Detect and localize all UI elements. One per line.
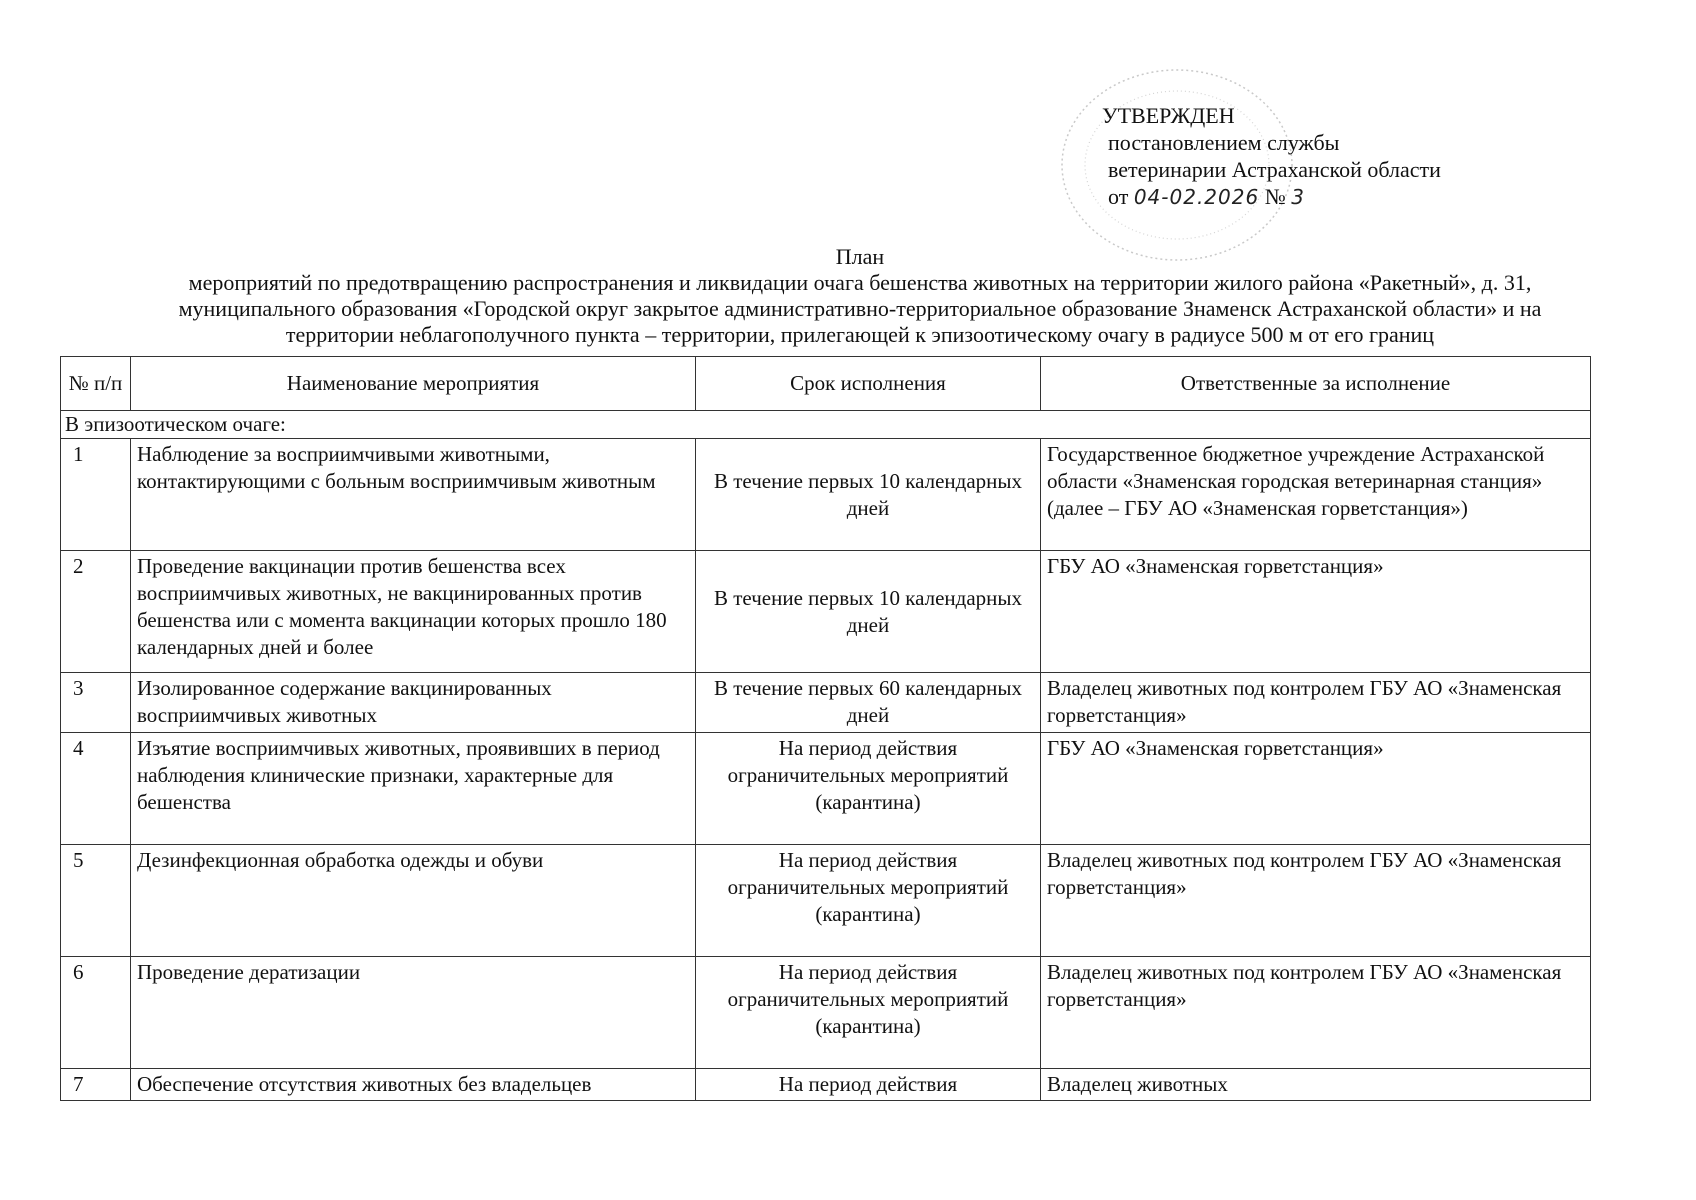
row-name: Наблюдение за восприимчивыми животными, контактирующими с больным восприимчивым животным [131,439,696,551]
approval-line-2: ветеринарии Астраханской области [1108,157,1441,182]
title-subtitle-2: муниципального образования «Городской округ закрытое административно-территориальное образование Знаменск Астраханской области» и на [178,296,1542,321]
title-subtitle-3: территории неблагополучного пункта – территории, прилегающей к эпизоотическому очагу в радиусе 500 м от его границ [285,322,1435,347]
table-row [61,957,1591,1069]
row-term: На период действия ограничительных мероприятий (карантина) [696,845,1041,957]
row-name: Изолированное содержание вакцинированных восприимчивых животных [131,673,696,733]
table-row [61,551,1591,673]
row-responsible: Владелец животных под контролем ГБУ АО «Знаменская горветстанция» [1041,845,1591,957]
number-prefix: № [1264,184,1286,209]
row-responsible: ГБУ АО «Знаменская горветстанция» [1041,551,1591,673]
approval-block [1100,102,1520,211]
row-term: На период действия ограничительных мероприятий (карантина) [696,733,1041,845]
row-num: 2 [61,551,131,673]
measures-table [60,356,1591,1101]
header-responsible: Ответственные за исполнение [1041,357,1591,411]
table-row [61,1069,1591,1101]
row-term: В течение первых 10 календарных дней [696,551,1041,673]
table-row [61,439,1591,551]
table-row [61,733,1591,845]
row-num: 4 [61,733,131,845]
row-num: 3 [61,673,131,733]
row-responsible: Государственное бюджетное учреждение Астраханской области «Знаменская городская ветеринарная станция» (далее – ГБУ АО «Знаменская горветстанция») [1041,439,1591,551]
row-num: 6 [61,957,131,1069]
row-term: В течение первых 10 календарных дней [696,439,1041,551]
row-num: 1 [61,439,131,551]
approval-heading: УТВЕРЖДЕН [1102,103,1235,128]
approval-date-line [1108,183,1520,211]
title-main: План [835,244,885,269]
row-responsible: Владелец животных под контролем ГБУ АО «Знаменская горветстанция» [1041,673,1591,733]
row-name: Обеспечение отсутствия животных без владельцев [131,1069,696,1101]
table-row [61,673,1591,733]
row-responsible: Владелец животных [1041,1069,1591,1101]
row-term: На период действия [696,1069,1041,1101]
row-term: В течение первых 60 календарных дней [696,673,1041,733]
table-header-row [61,357,1591,411]
approval-date: 04-02.2026 [1133,185,1260,209]
row-responsible: ГБУ АО «Знаменская горветстанция» [1041,733,1591,845]
row-name: Проведение дератизации [131,957,696,1069]
header-term: Срок исполнения [696,357,1041,411]
approval-line-1: постановлением службы [1108,130,1340,155]
header-name: Наименование мероприятия [131,357,696,411]
row-name: Дезинфекционная обработка одежды и обуви [131,845,696,957]
section-row [61,411,1591,439]
header-num: № п/п [61,357,131,411]
row-responsible: Владелец животных под контролем ГБУ АО «Знаменская горветстанция» [1041,957,1591,1069]
title-subtitle-1: мероприятий по предотвращению распространения и ликвидации очага бешенства животных на территории жилого района «Ракетный», д. 31, [188,270,1532,295]
row-term: На период действия ограничительных мероприятий (карантина) [696,957,1041,1069]
table-row [61,845,1591,957]
row-num: 5 [61,845,131,957]
date-prefix: от [1108,184,1129,209]
document-title [60,244,1660,348]
approval-number: 3 [1291,185,1305,209]
row-name: Проведение вакцинации против бешенства всех восприимчивых животных, не вакцинированных против бешенства или с момента вакцинации которых прошло 180 календарных дней и более [131,551,696,673]
row-name: Изъятие восприимчивых животных, проявивших в период наблюдения клинические признаки, характерные для бешенства [131,733,696,845]
row-num: 7 [61,1069,131,1101]
section-label: В эпизоотическом очаге: [61,411,1591,439]
